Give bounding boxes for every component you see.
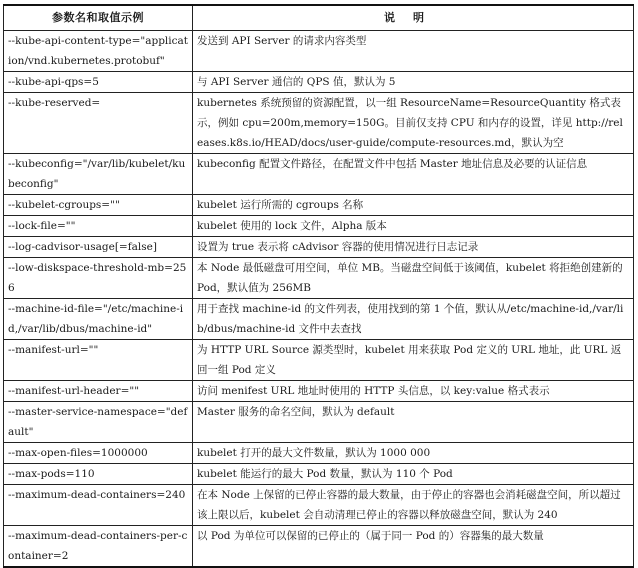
param-cell: --maximum-dead-containers=240 bbox=[4, 484, 193, 525]
param-cell: --manifest-url="" bbox=[4, 339, 193, 380]
param-cell: --max-open-files=1000000 bbox=[4, 442, 193, 463]
table-row bbox=[4, 215, 634, 236]
table-row bbox=[4, 525, 634, 567]
desc-cell: 访问 menifest URL 地址时使用的 HTTP 头信息，以 key:value 格式表示 bbox=[193, 380, 634, 401]
desc-cell: 与 API Server 通信的 QPS 值，默认为 5 bbox=[193, 71, 634, 92]
table-row bbox=[4, 153, 634, 194]
desc-cell: 本 Node 最低磁盘可用空间，单位 MB。当磁盘空间低于该阈值，kubelet 将拒绝创建新的 Pod，默认值为 256MB bbox=[193, 257, 634, 298]
desc-cell: kubelet 使用的 lock 文件，Alpha 版本 bbox=[193, 215, 634, 236]
param-cell: --lock-file="" bbox=[4, 215, 193, 236]
table-row bbox=[4, 71, 634, 92]
param-cell: --max-pods=110 bbox=[4, 463, 193, 484]
table-row bbox=[4, 463, 634, 484]
param-cell: --manifest-url-header="" bbox=[4, 380, 193, 401]
desc-cell: 用于查找 machine-id 的文件列表，使用找到的第 1 个值，默认从/etc/machine-id,/var/lib/dbus/machine-id 文件中去查找 bbox=[193, 298, 634, 339]
param-cell: --log-cadvisor-usage[=false] bbox=[4, 236, 193, 257]
table-row bbox=[4, 92, 634, 153]
param-cell: --maximum-dead-containers-per-container=2 bbox=[4, 525, 193, 567]
table-row bbox=[4, 30, 634, 71]
table-row bbox=[4, 236, 634, 257]
desc-cell: kubeconfig 配置文件路径，在配置文件中包括 Master 地址信息及必要的认证信息 bbox=[193, 153, 634, 194]
table-row bbox=[4, 401, 634, 442]
desc-cell: kubelet 运行所需的 cgroups 名称 bbox=[193, 194, 634, 215]
desc-cell: kubelet 能运行的最大 Pod 数量，默认为 110 个 Pod bbox=[193, 463, 634, 484]
table-row bbox=[4, 380, 634, 401]
table-header-row bbox=[4, 5, 634, 30]
param-cell: --kube-api-qps=5 bbox=[4, 71, 193, 92]
param-cell: --low-diskspace-threshold-mb=256 bbox=[4, 257, 193, 298]
desc-cell: Master 服务的命名空间，默认为 default bbox=[193, 401, 634, 442]
param-column-header: 参数名和取值示例 bbox=[4, 5, 193, 30]
param-cell: --kube-reserved= bbox=[4, 92, 193, 153]
desc-column-header: 说明 bbox=[193, 5, 634, 30]
param-cell: --kube-api-content-type="application/vnd.kubernetes.protobuf" bbox=[4, 30, 193, 71]
desc-cell: 设置为 true 表示将 cAdvisor 容器的使用情况进行日志记录 bbox=[193, 236, 634, 257]
desc-cell: 为 HTTP URL Source 源类型时，kubelet 用来获取 Pod 定义的 URL 地址，此 URL 返回一组 Pod 定义 bbox=[193, 339, 634, 380]
table-row bbox=[4, 442, 634, 463]
table-row bbox=[4, 194, 634, 215]
param-cell: --master-service-namespace="default" bbox=[4, 401, 193, 442]
param-cell: --kubeconfig="/var/lib/kubelet/kubeconfig" bbox=[4, 153, 193, 194]
table-row bbox=[4, 484, 634, 525]
table-row bbox=[4, 339, 634, 380]
desc-cell: 以 Pod 为单位可以保留的已停止的（属于同一 Pod 的）容器集的最大数量 bbox=[193, 525, 634, 567]
table-row bbox=[4, 298, 634, 339]
param-cell: --machine-id-file="/etc/machine-id,/var/lib/dbus/machine-id" bbox=[4, 298, 193, 339]
desc-cell: 在本 Node 上保留的已停止容器的最大数量，由于停止的容器也会消耗磁盘空间，所以超过该上限以后，kubelet 会自动清理已停止的容器以释放磁盘空间，默认为 240 bbox=[193, 484, 634, 525]
desc-cell: kubelet 打开的最大文件数量，默认为 1000 000 bbox=[193, 442, 634, 463]
table-row bbox=[4, 257, 634, 298]
param-cell: --kubelet-cgroups="" bbox=[4, 194, 193, 215]
desc-cell: 发送到 API Server 的请求内容类型 bbox=[193, 30, 634, 71]
kubelet-parameter-table bbox=[3, 4, 634, 568]
desc-cell: kubernetes 系统预留的资源配置，以一组 ResourceName=ResourceQuantity 格式表示，例如 cpu=200m,memory=150G。目前仅支持 CPU 和内存的设置，详见 http://releases.k8s.io/HEAD/docs/user-guide/compute-resources.md，默认为空 bbox=[193, 92, 634, 153]
